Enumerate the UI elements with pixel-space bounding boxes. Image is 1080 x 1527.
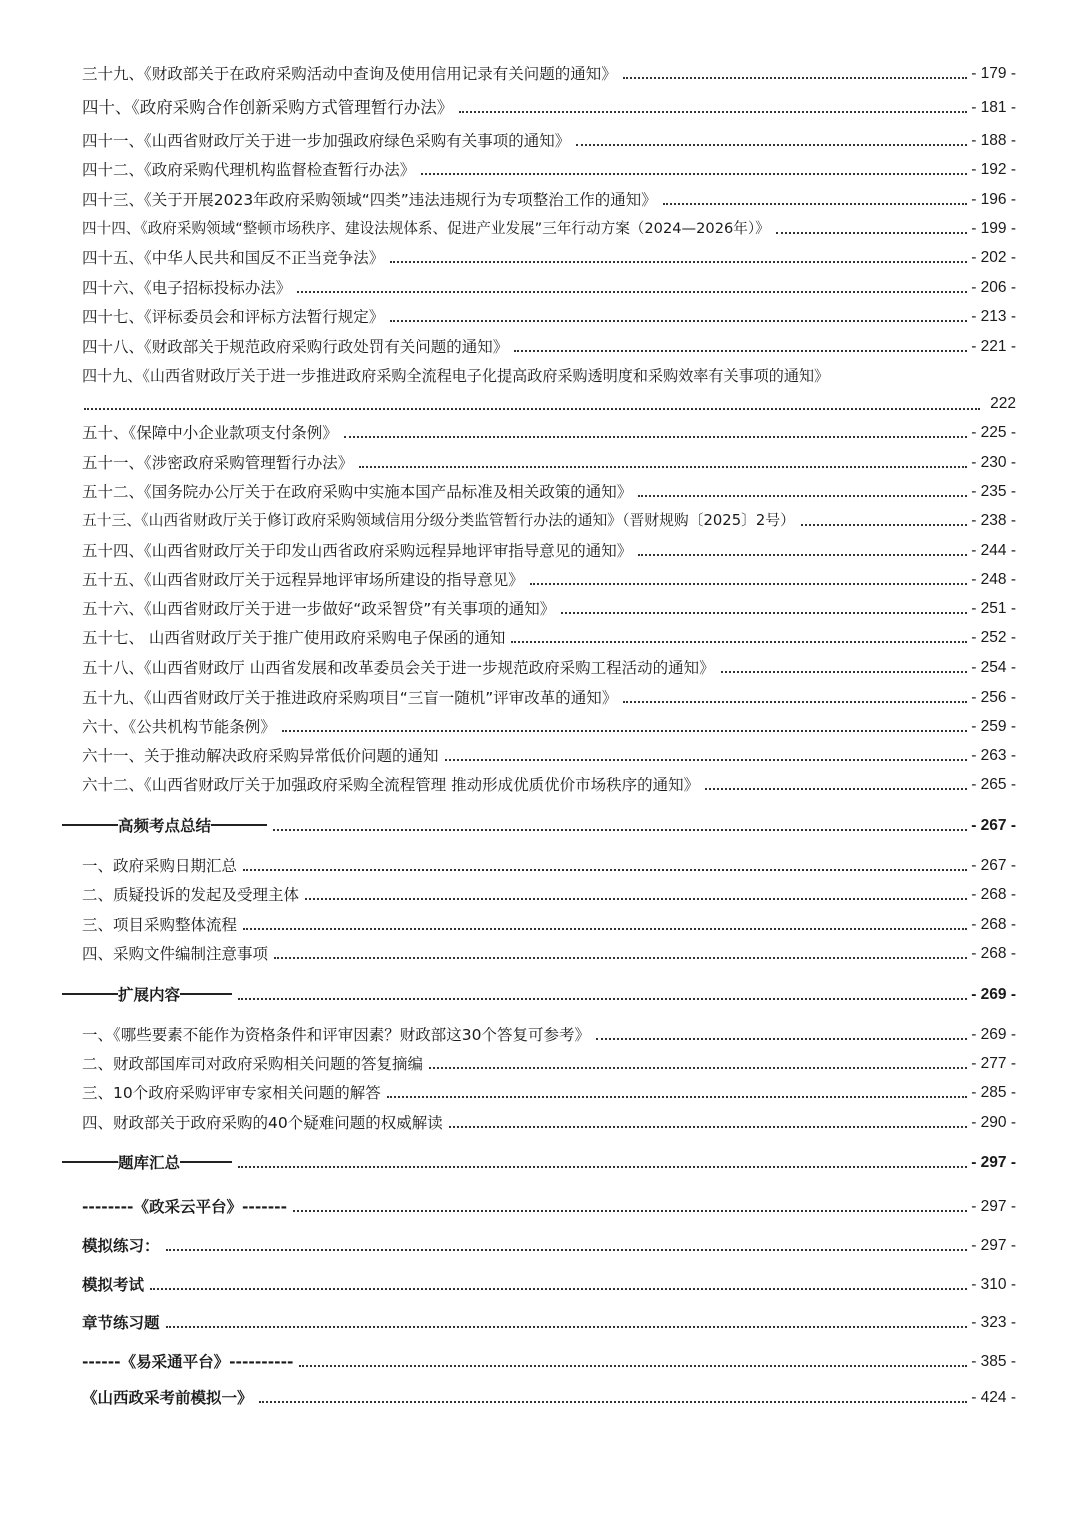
toc-entry[interactable] [82, 131, 1016, 151]
toc-entry-page: - 267 - [971, 857, 1016, 874]
toc-entry[interactable] [82, 511, 1016, 531]
toc-entry-title: 四十、《政府采购合作创新采购方式管理暂行办法》 [82, 98, 454, 117]
dot-leader [359, 466, 967, 468]
toc-entry-title: 章节练习题 [82, 1314, 160, 1332]
toc-entry-page: - 269 - [971, 1026, 1016, 1043]
toc-entry[interactable] [82, 482, 1016, 502]
toc-entry-page: - 244 - [971, 542, 1016, 559]
toc-entry-page: - 263 - [971, 747, 1016, 764]
toc-entry[interactable] [82, 1113, 1016, 1133]
toc-entry[interactable] [82, 1352, 1016, 1372]
dot-leader [623, 77, 967, 79]
dot-leader [721, 671, 968, 673]
section-title: 高频考点总结 [62, 816, 267, 836]
dot-leader [638, 495, 967, 497]
dot-leader [274, 957, 967, 959]
toc-entry-page: - 196 - [971, 191, 1016, 208]
toc-entry[interactable] [82, 658, 1016, 678]
dot-leader [282, 730, 967, 732]
toc-section-heading[interactable] [62, 1153, 1016, 1173]
toc-entry[interactable] [82, 453, 1016, 473]
toc-entry[interactable] [82, 915, 1016, 935]
toc-entry[interactable] [82, 64, 1016, 84]
toc-entry-title: 五十、《保障中小企业款项支付条例》 [82, 424, 338, 442]
toc-entry-page: - 254 - [971, 659, 1016, 676]
toc-entry-title: 五十六、《山西省财政厅关于进一步做好“政采智贷”有关事项的通知》 [82, 600, 556, 618]
dot-leader [459, 111, 967, 113]
toc-entry[interactable] [82, 1197, 1016, 1217]
toc-entry-title: --------《政采云平台》------- [82, 1198, 287, 1216]
toc-entry-title: 模拟练习： [82, 1237, 160, 1255]
toc-entry-page: - 188 - [971, 132, 1016, 149]
toc-entry-page: - 268 - [971, 886, 1016, 903]
dot-leader [623, 701, 967, 703]
toc-entry-title: 四十二、《政府采购代理机构监督检查暂行办法》 [82, 161, 416, 179]
toc-entry[interactable] [82, 944, 1016, 964]
toc-entry[interactable] [82, 248, 1016, 268]
toc-entry-page: - 290 - [971, 1114, 1016, 1131]
toc-entry-page: - 221 - [971, 338, 1016, 355]
toc-entry[interactable] [82, 366, 1016, 386]
dot-leader [514, 350, 967, 352]
dot-leader [390, 320, 967, 322]
toc-entry-page: - 202 - [971, 249, 1016, 266]
toc-entry-title: 五十五、《山西省财政厅关于远程异地评审场所建设的指导意见》 [82, 571, 524, 589]
toc-entry[interactable] [82, 219, 1016, 239]
dot-leader [293, 1210, 967, 1212]
dot-leader [150, 1288, 967, 1290]
dot-leader [429, 1067, 967, 1069]
toc-entry-title: 五十一、《涉密政府采购管理暂行办法》 [82, 454, 354, 472]
toc-entry-page: - 235 - [971, 483, 1016, 500]
toc-entry[interactable] [82, 337, 1016, 357]
toc-entry-title: 五十二、《国务院办公厅关于在政府采购中实施本国产品标准及相关政策的通知》 [82, 483, 633, 501]
dot-leader [445, 759, 968, 761]
toc-entry-title: 三、10个政府采购评审专家相关问题的解答 [82, 1084, 381, 1102]
toc-entry[interactable] [82, 746, 1016, 766]
toc-entry-page: - 285 - [971, 1084, 1016, 1101]
toc-entry[interactable] [82, 423, 1016, 443]
dot-leader [387, 1096, 967, 1098]
toc-entry-page: - 251 - [971, 600, 1016, 617]
dot-leader [421, 173, 967, 175]
toc-entry-page: - 268 - [971, 916, 1016, 933]
toc-entry-page: - 225 - [971, 424, 1016, 441]
toc-entry-page: - 179 - [971, 65, 1016, 82]
toc-entry-title: 二、财政部国库司对政府采购相关问题的答复摘编 [82, 1055, 424, 1073]
toc-entry-page: - 265 - [971, 776, 1016, 793]
section-page: - 269 - [971, 986, 1016, 1003]
toc-entry-title: 四十九、《山西省财政厅关于进一步推进政府采购全流程电子化提高政府采购透明度和采购效率有关事项的通知》 [82, 367, 830, 385]
toc-entry[interactable] [82, 307, 1016, 327]
toc-entry-title: 三、项目采购整体流程 [82, 916, 238, 934]
toc-entry-title: 二、质疑投诉的发起及受理主体 [82, 886, 300, 904]
dot-leader [166, 1249, 968, 1251]
toc-entry[interactable] [82, 1054, 1016, 1074]
toc-entry[interactable] [82, 856, 1016, 876]
toc-entry[interactable] [82, 885, 1016, 905]
toc-entry-page: - 192 - [971, 161, 1016, 178]
toc-entry-page: - 259 - [971, 718, 1016, 735]
dot-leader [801, 524, 967, 526]
toc-entry-title: ------《易采通平台》---------- [82, 1353, 294, 1371]
toc-entry-title: 一、政府采购日期汇总 [82, 857, 238, 875]
toc-entry-title: 五十三、《山西省财政厅关于修订政府采购领域信用分级分类监管暂行办法的通知》（晋财规购〔2025〕2号） [82, 512, 795, 529]
toc-entry-title: 四、财政部关于政府采购的40个疑难问题的权威解读 [82, 1114, 443, 1132]
toc-entry-title: 五十四、《山西省财政厅关于印发山西省政府采购远程异地评审指导意见的通知》 [82, 542, 633, 560]
toc-entry-title: 一、《哪些要素不能作为资格条件和评审因素？财政部这30个答复可参考》 [82, 1026, 590, 1044]
toc-entry-page: - 181 - [971, 99, 1016, 116]
toc-entry-page: - 323 - [971, 1314, 1016, 1331]
toc-entry[interactable] [82, 1083, 1016, 1103]
dot-leader [344, 436, 967, 438]
toc-entry-title: 《山西政采考前模拟一》 [82, 1389, 253, 1407]
toc-entry-page: - 199 - [971, 220, 1016, 237]
toc-entry[interactable] [82, 278, 1016, 298]
toc-entry-title: 六十二、《山西省财政厅关于加强政府采购全流程管理 推动形成优质优价市场秩序的通知》 [82, 776, 700, 794]
dot-leader [84, 408, 980, 410]
toc-entry-page: 222 [990, 395, 1016, 412]
toc-entry[interactable] [82, 688, 1016, 708]
toc-entry[interactable] [82, 160, 1016, 180]
toc-entry-page: - 213 - [971, 308, 1016, 325]
toc-entry-title: 六十、《公共机构节能条例》 [82, 718, 276, 736]
toc-section-heading[interactable] [62, 985, 1016, 1005]
dot-leader [530, 583, 967, 585]
toc-entry-page: - 310 - [971, 1276, 1016, 1293]
dot-leader [511, 641, 967, 643]
toc-entry-page: - 248 - [971, 571, 1016, 588]
section-title: 扩展内容 [62, 985, 232, 1005]
dot-leader [638, 554, 967, 556]
toc-entry-title: 六十一、关于推动解决政府采购异常低价问题的通知 [82, 747, 439, 765]
toc-entry[interactable] [82, 570, 1016, 590]
dot-leader [596, 1038, 967, 1040]
toc-entry[interactable] [82, 190, 1016, 210]
toc-entry[interactable] [82, 541, 1016, 561]
dot-leader [166, 1326, 968, 1328]
toc-entry-title: 五十八、《山西省财政厅 山西省发展和改革委员会关于进一步规范政府采购工程活动的通知》 [82, 659, 715, 677]
toc-entry-title: 四十一、《山西省财政厅关于进一步加强政府绿色采购有关事项的通知》 [82, 132, 571, 150]
toc-entry-page: - 297 - [971, 1237, 1016, 1254]
toc-entry[interactable] [82, 717, 1016, 737]
dot-leader [305, 898, 967, 900]
toc-entry-page: - 238 - [971, 512, 1016, 529]
dot-leader [705, 788, 967, 790]
toc-entry[interactable] [82, 775, 1016, 795]
dot-leader [561, 612, 967, 614]
toc-entry-title: 四、采购文件编制注意事项 [82, 945, 269, 963]
toc-entry-page: - 252 - [971, 629, 1016, 646]
section-title: 题库汇总 [62, 1153, 232, 1173]
toc-entry-title: 四十五、《中华人民共和国反不正当竞争法》 [82, 249, 385, 267]
toc-entry[interactable] [82, 1275, 1016, 1295]
toc-entry-title: 四十三、《关于开展2023年政府采购领域“四类”违法违规行为专项整治工作的通知》 [82, 191, 657, 209]
toc-entry-title: 模拟考试 [82, 1276, 145, 1294]
toc-entry[interactable] [82, 1313, 1016, 1333]
toc-entry-title: 四十八、《财政部关于规范政府采购行政处罚有关问题的通知》 [82, 338, 509, 356]
toc-entry-title: 四十六、《电子招标投标办法》 [82, 279, 292, 297]
dot-leader [238, 998, 967, 1000]
section-page: - 297 - [971, 1154, 1016, 1171]
toc-entry-page: - 385 - [971, 1353, 1016, 1370]
toc-entry-title: 四十四、《政府采购领域“整顿市场秩序、建设法规体系、促进产业发展”三年行动方案（2024—2026年）》 [82, 220, 770, 237]
dot-leader [243, 928, 967, 930]
dot-leader [243, 869, 967, 871]
dot-leader [449, 1126, 967, 1128]
toc-entry-page: - 424 - [971, 1389, 1016, 1406]
toc-entry-page: - 256 - [971, 689, 1016, 706]
toc-entry-title: 四十七、《评标委员会和评标方法暂行规定》 [82, 308, 385, 326]
section-page: - 267 - [971, 817, 1016, 834]
toc-entry[interactable] [82, 98, 1016, 118]
dot-leader [663, 203, 967, 205]
toc-entry-page: - 268 - [971, 945, 1016, 962]
dot-leader [576, 144, 967, 146]
dot-leader [299, 1365, 967, 1367]
dot-leader [259, 1401, 968, 1403]
toc-entry-title: 三十九、《财政部关于在政府采购活动中查询及使用信用记录有关问题的通知》 [82, 65, 617, 83]
toc-entry-page: - 206 - [971, 279, 1016, 296]
dot-leader [297, 291, 967, 293]
toc-entry-page: - 277 - [971, 1055, 1016, 1072]
toc-entry-title: 五十九、《山西省财政厅关于推进政府采购项目“三盲一随机”评审改革的通知》 [82, 689, 618, 707]
toc-entry[interactable] [82, 1025, 1016, 1045]
dot-leader [273, 829, 967, 831]
toc-entry[interactable] [82, 1388, 1016, 1408]
dot-leader [776, 232, 967, 234]
toc-entry[interactable] [82, 1236, 1016, 1256]
toc-entry[interactable] [82, 628, 1016, 648]
toc-entry[interactable] [82, 599, 1016, 619]
toc-entry-page: - 297 - [971, 1198, 1016, 1215]
dot-leader [390, 261, 967, 263]
toc-section-heading[interactable] [62, 816, 1016, 836]
dot-leader [238, 1166, 967, 1168]
toc-entry-title: 五十七、 山西省财政厅关于推广使用政府采购电子保函的通知 [82, 629, 506, 647]
toc-entry-page: - 230 - [971, 454, 1016, 471]
